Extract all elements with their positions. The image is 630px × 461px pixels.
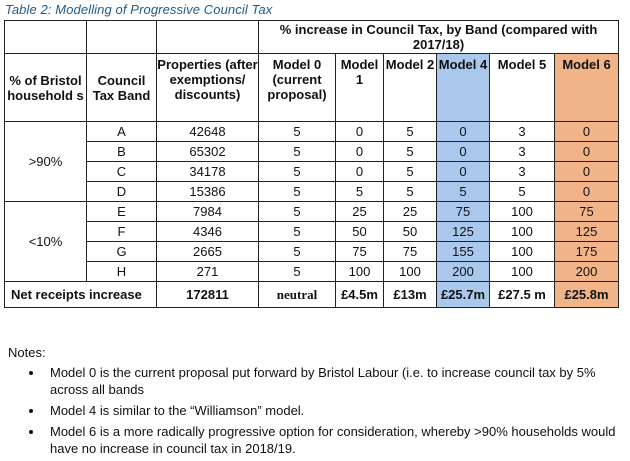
header-blank <box>87 21 157 54</box>
note-item: • Model 4 is similar to the “Williamson” model. <box>44 402 618 419</box>
header-tax-band: Council Tax Band <box>87 54 157 122</box>
increase-span-header: % increase in Council Tax, by Band (compared with 2017/18) <box>259 21 619 54</box>
model-0-cell: 5 <box>259 202 336 222</box>
band-cell: F <box>87 222 157 242</box>
header-model-0: Model 0 (current proposal) <box>259 54 336 122</box>
notes-section <box>8 345 618 461</box>
header-model-6: Model 6 <box>555 54 619 122</box>
header-model-1: Model 1 <box>336 54 384 122</box>
properties-cell: 42648 <box>157 122 259 142</box>
model-4-cell: 0 <box>437 122 490 142</box>
net-model-5: £27.5 m <box>490 282 555 308</box>
model-6-cell: 200 <box>555 262 619 282</box>
model-1-cell: 75 <box>336 242 384 262</box>
header-pct-households: % of Bristol household s <box>5 54 87 122</box>
table-row <box>5 242 619 262</box>
band-cell: B <box>87 142 157 162</box>
net-model-1: £4.5m <box>336 282 384 308</box>
model-2-cell: 5 <box>384 182 437 202</box>
model-0-cell: 5 <box>259 142 336 162</box>
properties-cell: 2665 <box>157 242 259 262</box>
model-5-cell: 3 <box>490 122 555 142</box>
band-cell: E <box>87 202 157 222</box>
model-6-cell: 75 <box>555 202 619 222</box>
model-2-cell: 50 <box>384 222 437 242</box>
properties-cell: 15386 <box>157 182 259 202</box>
model-1-cell: 0 <box>336 162 384 182</box>
table-caption: Table 2: Modelling of Progressive Council Tax <box>5 2 273 17</box>
model-5-cell: 100 <box>490 202 555 222</box>
model-0-cell: 5 <box>259 262 336 282</box>
model-4-cell: 75 <box>437 202 490 222</box>
band-cell: C <box>87 162 157 182</box>
model-4-cell: 5 <box>437 182 490 202</box>
model-5-cell: 5 <box>490 182 555 202</box>
table-row <box>5 262 619 282</box>
model-2-cell: 5 <box>384 122 437 142</box>
table-row <box>5 142 619 162</box>
band-cell: G <box>87 242 157 262</box>
header-properties: Properties (after exemptions/ discounts) <box>157 54 259 122</box>
net-model-2: £13m <box>384 282 437 308</box>
band-cell: H <box>87 262 157 282</box>
model-5-cell: 100 <box>490 222 555 242</box>
model-1-cell: 100 <box>336 262 384 282</box>
model-1-cell: 50 <box>336 222 384 242</box>
model-0-cell: 5 <box>259 162 336 182</box>
model-5-cell: 3 <box>490 142 555 162</box>
properties-cell: 7984 <box>157 202 259 222</box>
model-6-cell: 0 <box>555 142 619 162</box>
council-tax-table <box>4 20 619 308</box>
header-blank <box>157 21 259 54</box>
net-model-6: £25.8m <box>555 282 619 308</box>
model-0-cell: 5 <box>259 122 336 142</box>
model-0-cell: 5 <box>259 242 336 262</box>
net-receipts-label: Net receipts increase <box>5 282 157 308</box>
model-6-cell: 0 <box>555 162 619 182</box>
properties-cell: 4346 <box>157 222 259 242</box>
header-blank <box>5 21 87 54</box>
model-4-cell: 125 <box>437 222 490 242</box>
band-cell: D <box>87 182 157 202</box>
model-2-cell: 5 <box>384 142 437 162</box>
table-row <box>5 162 619 182</box>
notes-title: Notes: <box>8 345 46 360</box>
properties-cell: 271 <box>157 262 259 282</box>
properties-cell: 65302 <box>157 142 259 162</box>
group-label-low: <10% <box>5 202 87 282</box>
model-4-cell: 155 <box>437 242 490 262</box>
note-item: • Model 6 is a more radically progressive option for consideration, whereby >90% households would have no increase in council tax in 2018/19. <box>44 423 618 457</box>
model-5-cell: 100 <box>490 262 555 282</box>
model-4-cell: 200 <box>437 262 490 282</box>
model-0-cell: 5 <box>259 182 336 202</box>
model-4-cell: 0 <box>437 162 490 182</box>
model-2-cell: 100 <box>384 262 437 282</box>
note-item: • Model 0 is the current proposal put forward by Bristol Labour (i.e. to increase council tax by 5% across all bands <box>44 364 618 398</box>
model-6-cell: 175 <box>555 242 619 262</box>
model-1-cell: 0 <box>336 122 384 142</box>
model-6-cell: 0 <box>555 122 619 142</box>
model-2-cell: 75 <box>384 242 437 262</box>
header-model-5: Model 5 <box>490 54 555 122</box>
model-1-cell: 25 <box>336 202 384 222</box>
model-0-cell: 5 <box>259 222 336 242</box>
table-row <box>5 222 619 242</box>
model-6-cell: 125 <box>555 222 619 242</box>
net-properties-total: 172811 <box>157 282 259 308</box>
notes-list <box>8 364 618 457</box>
table-row <box>5 202 619 222</box>
header-model-4: Model 4 <box>437 54 490 122</box>
band-cell: A <box>87 122 157 142</box>
model-1-cell: 5 <box>336 182 384 202</box>
properties-cell: 34178 <box>157 162 259 182</box>
model-5-cell: 3 <box>490 162 555 182</box>
model-2-cell: 5 <box>384 162 437 182</box>
model-5-cell: 100 <box>490 242 555 262</box>
table-row <box>5 182 619 202</box>
model-6-cell: 0 <box>555 182 619 202</box>
model-1-cell: 0 <box>336 142 384 162</box>
net-model-0: neutral <box>259 282 336 308</box>
header-model-2: Model 2 <box>384 54 437 122</box>
model-2-cell: 25 <box>384 202 437 222</box>
model-4-cell: 0 <box>437 142 490 162</box>
net-receipts-row <box>5 282 619 308</box>
net-model-4: £25.7m <box>437 282 490 308</box>
table-row <box>5 122 619 142</box>
group-label-high: >90% <box>5 122 87 202</box>
